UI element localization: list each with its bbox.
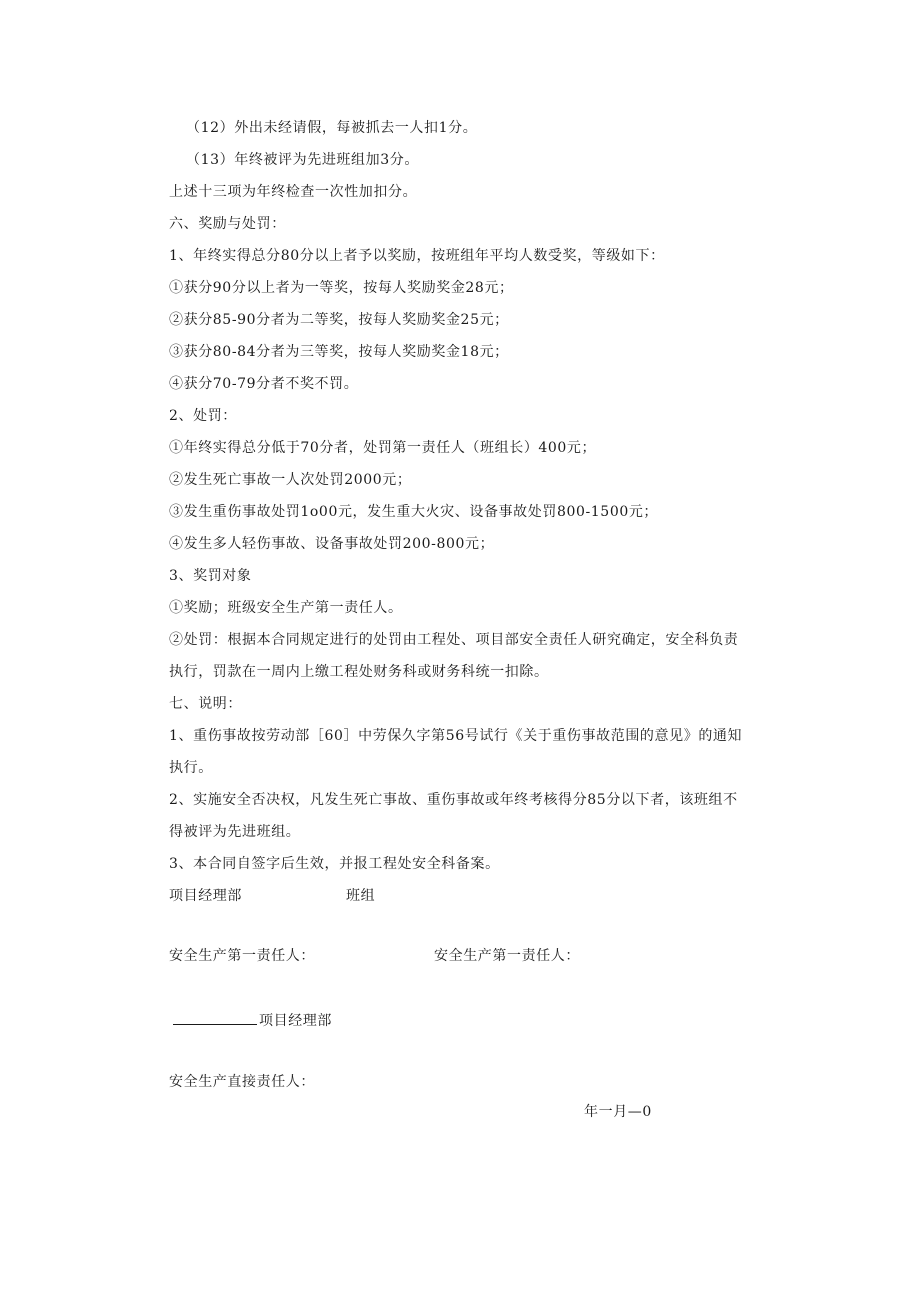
signature-date: 年一月—0	[584, 1104, 652, 1120]
paragraph-target-reward: ①奖励；班级安全生产第一责任人。	[169, 600, 403, 616]
paragraph-target-penalty-cont: 执行，罚款在一周内上缴工程处财务科或财务科统一扣除。	[169, 664, 549, 680]
paragraph-note-2: 2、实施安全否决权，凡发生死亡事故、重伤事故或年终考核得分85分以下者，该班组不	[169, 792, 738, 808]
section-heading-rewards: 六、奖励与处罚：	[169, 216, 286, 232]
paragraph-reward-third: ③获分80-84分者为三等奖，按每人奖励奖金18元；	[169, 344, 509, 360]
section-heading-penalty: 2、处罚：	[169, 408, 237, 424]
signature-party-b: 班组	[346, 888, 376, 904]
section-heading-targets: 3、奖罚对象	[169, 568, 252, 584]
signature-first-responsible-b: 安全生产第一责任人：	[434, 948, 580, 964]
signature-party-a: 项目经理部	[169, 888, 242, 904]
paragraph-penalty-serious: ③发生重伤事故处罚1o00元，发生重大火灾、设备事故处罚800-1500元；	[169, 504, 659, 520]
paragraph-reward-second: ②获分85-90分者为二等奖，按每人奖励奖金25元；	[169, 312, 509, 328]
paragraph-reward-intro: 1、年终实得总分80分以上者予以奖励，按班组年平均人数受奖，等级如下：	[169, 248, 665, 264]
signature-direct-responsible: 安全生产直接责任人：	[169, 1074, 315, 1090]
paragraph-penalty-low-score: ①年终实得总分低于70分者，处罚第一责任人（班组长）400元；	[169, 440, 597, 456]
paragraph-note-1: 1、重伤事故按劳动部［60］中劳保久字第56号试行《关于重伤事故范围的意见》的通知	[169, 728, 743, 744]
paragraph-reward-none: ④获分70-79分者不奖不罚。	[169, 376, 359, 392]
paragraph-penalty-minor: ④发生多人轻伤事故、设备事故处罚200-800元；	[169, 536, 495, 552]
paragraph-target-penalty: ②处罚：根据本合同规定进行的处罚由工程处、项目部安全责任人研究确定，安全科负责	[169, 632, 739, 648]
signature-first-responsible-a: 安全生产第一责任人：	[169, 948, 315, 964]
signature-blank-line	[173, 1010, 257, 1025]
signature-dept-label: 项目经理部	[259, 1013, 332, 1029]
paragraph-note-3: 3、本合同自签字后生效，并报工程处安全科备案。	[169, 856, 500, 872]
paragraph-summary: 上述十三项为年终检查一次性加扣分。	[169, 184, 418, 200]
paragraph-note-2-cont: 得被评为先进班组。	[169, 824, 301, 840]
paragraph-item-12: （12）外出未经请假，每被抓去一人扣1分。	[186, 120, 478, 136]
paragraph-reward-first: ①获分90分以上者为一等奖，按每人奖励奖金28元；	[169, 280, 514, 296]
signature-dept-line	[173, 1010, 332, 1031]
paragraph-item-13: （13）年终被评为先进班组加3分。	[186, 152, 419, 168]
paragraph-penalty-death: ②发生死亡事故一人次处罚2000元；	[169, 472, 412, 488]
paragraph-note-1-cont: 执行。	[169, 760, 213, 776]
section-heading-notes: 七、说明：	[169, 696, 242, 712]
